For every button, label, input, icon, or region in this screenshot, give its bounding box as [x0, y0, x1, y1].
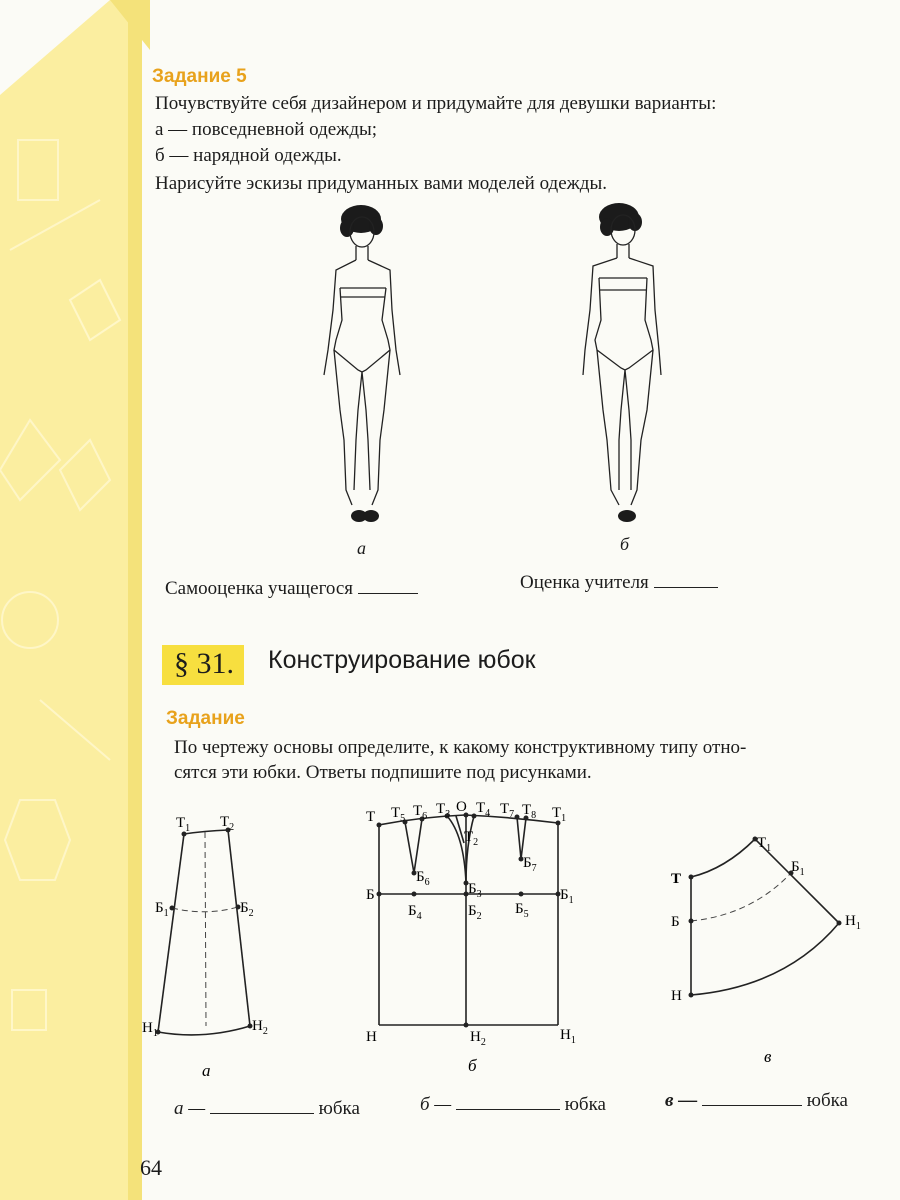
teacher-assessment-label: Оценка учителя [520, 572, 649, 593]
figure-silhouette-a [300, 200, 430, 530]
point-b5: $Б_5$ [515, 901, 529, 920]
skirt-drawing-b [360, 795, 590, 1080]
point-n2: $Н_2$ [252, 1018, 268, 1037]
task5-line2: а — повседневной одежды; [155, 119, 378, 140]
answer-a-suffix: юбка [318, 1098, 360, 1119]
task-line2: сятся эти юбки. Ответы подпишите под рисунками. [174, 762, 592, 783]
point-b: Б [366, 887, 375, 903]
point-t1: $Т_1$ [757, 835, 772, 854]
answer-b-suffix: юбка [564, 1094, 606, 1115]
caption-b: б [468, 1056, 477, 1075]
point-b3: $Б_3$ [468, 881, 482, 900]
skirt-drawing-a [140, 810, 280, 1090]
figure-label-a: а [357, 538, 366, 558]
page-number: 64 [140, 1155, 162, 1180]
answer-v-line [665, 1088, 848, 1114]
self-assessment-line [165, 576, 418, 602]
answer-a-prefix: а — [174, 1098, 206, 1119]
point-b2: $Б_2$ [240, 900, 254, 919]
point-n1: $Н_1$ [560, 1027, 576, 1046]
point-b6: $Б_6$ [416, 869, 430, 888]
answer-v-suffix: юбка [806, 1090, 848, 1111]
point-o: О [456, 799, 467, 815]
section-number: § 31. [174, 647, 234, 680]
caption-v: в [764, 1047, 772, 1066]
task5-line4: Нарисуйте эскизы придуманных вами моделей одежды. [155, 173, 607, 194]
point-n1: $Н_1$ [142, 1020, 158, 1039]
point-t5: $Т_5$ [391, 805, 406, 824]
point-t7: $Т_7$ [500, 801, 515, 820]
point-b: Б [671, 914, 680, 930]
point-t: Т [366, 809, 376, 825]
point-t8: $Т_8$ [522, 802, 537, 821]
answer-v-field[interactable] [702, 1105, 802, 1106]
point-t2: $Т_2$ [464, 829, 479, 848]
point-b2: $Б_2$ [468, 903, 482, 922]
point-t6: $Т_6$ [413, 803, 428, 822]
answer-a-line [174, 1096, 360, 1122]
point-n2: $Н_2$ [470, 1029, 486, 1048]
task5-line3: б — нарядной одежды. [155, 145, 342, 166]
point-t1: $Т_1$ [552, 805, 567, 824]
point-t3: $Т_3$ [436, 801, 451, 820]
figure-silhouette-b [565, 200, 695, 530]
task-heading: Задание [166, 708, 245, 729]
point-t2: $Т_2$ [220, 814, 235, 833]
teacher-assessment-field[interactable] [654, 587, 718, 588]
point-b4: $Б_4$ [408, 903, 422, 922]
task5-line1: Почувствуйте себя дизайнером и придумайте для девушки варианты: [155, 93, 717, 114]
figure-label-b: б [620, 534, 630, 554]
answer-b-field[interactable] [456, 1109, 560, 1110]
point-n1: $Н_1$ [845, 913, 861, 932]
caption-a: а [202, 1061, 211, 1080]
answer-a-field[interactable] [210, 1113, 314, 1114]
sidebar-decoration [0, 0, 150, 1200]
point-t4: $Т_4$ [476, 800, 491, 819]
point-n: Н [671, 988, 682, 1004]
answer-v-prefix: в — [665, 1090, 698, 1111]
task5-heading: Задание 5 [152, 66, 247, 87]
point-t: Т [671, 871, 682, 887]
section-title: Конструирование юбок [268, 646, 536, 674]
answer-b-prefix: б — [420, 1094, 452, 1115]
point-t1: $Т_1$ [176, 815, 191, 834]
task-line1: По чертежу основы определите, к какому конструктивному типу отно- [174, 737, 747, 758]
teacher-assessment-line [520, 570, 718, 596]
point-n: Н [366, 1029, 377, 1045]
point-b1: $Б_1$ [560, 887, 574, 906]
point-b7: $Б_7$ [523, 855, 537, 874]
self-assessment-field[interactable] [358, 593, 418, 594]
point-b1: $Б_1$ [155, 900, 169, 919]
answer-b-line [420, 1092, 606, 1118]
self-assessment-label: Самооценка учащегося [165, 578, 354, 599]
skirt-drawing-v [665, 825, 880, 1075]
point-b1: $Б_1$ [791, 859, 805, 878]
